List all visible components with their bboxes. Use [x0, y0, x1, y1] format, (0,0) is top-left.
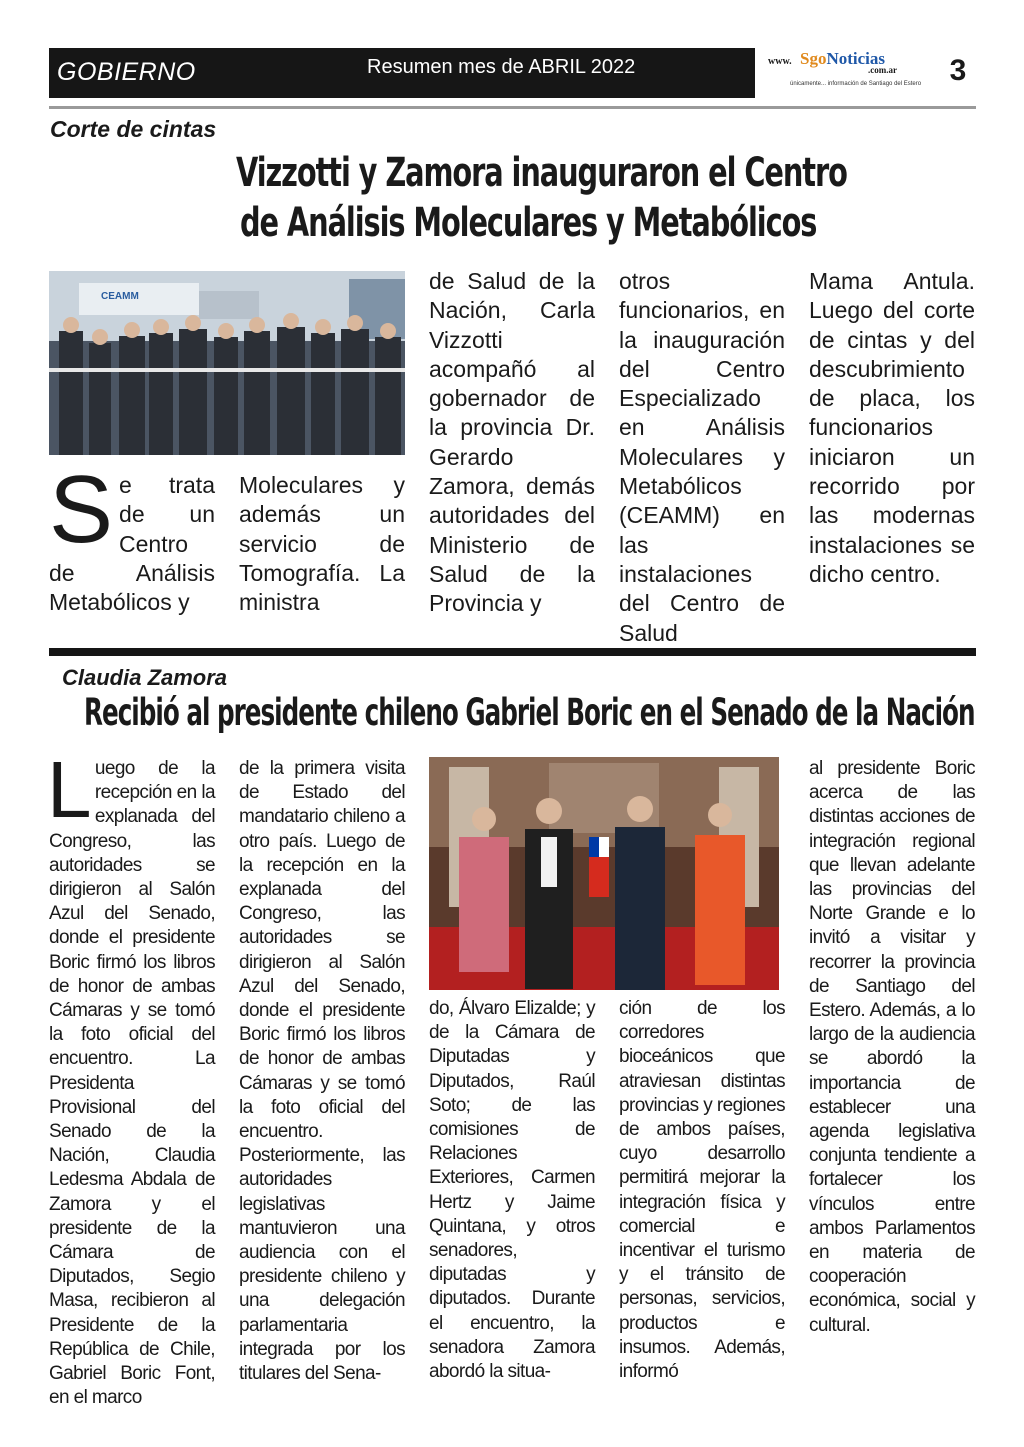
- issue-summary: Resumen mes de ABRIL 2022: [367, 56, 636, 78]
- article1-col3: de Salud de la Nación, Carla Vizzotti acompañó al gobernador de la provincia Dr. Gerardo Zamora, demás autoridades del Ministerio de Salud de la Provincia y: [429, 268, 595, 617]
- page-number: 3: [949, 54, 967, 87]
- article2-col2: de la primera visita de Estado del mandatario chileno a otro país. Luego de la recepción en la explanada del Congreso, las autoridades se dirigieron al Salón Azul del Senado, donde el presidente Boric firmó los libros de honor de ambas Cámaras y se tomó la foto oficial del encuentro. Posteriormente, las autoridades legislativas mantuvieron una audiencia con el presidente chileno y una delegación parlamentaria integrada por los titulares del Sena-: [239, 758, 405, 1385]
- article2-col3: do, Álvaro Elizalde; y de la Cámara de Diputadas y Diputados, Raúl Soto; de las comisiones de Relaciones Exteriores, Carmen Hertz y Jaime Quintana, y otros senadores, diputadas y diputados. Durante el encuentro, la senadora Zamora abordó la situa-: [429, 998, 595, 1383]
- article1-headline-line1: Vizzotti y Zamora inauguraron el Centro: [236, 150, 847, 196]
- header-divider: [49, 106, 976, 109]
- section-divider: [49, 648, 976, 656]
- ribbon-cutting-photo: [49, 271, 405, 455]
- article2-col1: L uego de la recepción en la explanada del Congreso, las autoridades se dirigieron al Salón Azul del Senado, donde el presidente Boric firmó los libros de honor de ambas Cámaras y se tomó la foto oficial del encuentro. La Presidenta Provisional del Senado de la Nación, Claudia Ledesma Abdala de Zamora y el presidente de la Cámara de Diputados, Segio Masa, recibieron al Presidente de la República de Chile, Gabriel Boric Font, en el marco: [47, 745, 215, 1409]
- article2-col4: ción de los corredores bioceánicos que atraviesan distintas provincias y regiones de ambos países, cuyo desarrollo permitirá mejorar la integración física y comercial e incentivar el turismo y el tránsito de personas, servicios, productos e insumos. Además, informó: [619, 998, 785, 1383]
- header-bar: [49, 48, 755, 98]
- article2-headline: Recibió al presidente chileno Gabriel Boric en el Senado de la Nación: [84, 691, 975, 734]
- article1-kicker: Corte de cintas: [50, 116, 217, 142]
- logo-domain: .com.ar: [868, 65, 897, 75]
- article2-kicker: Claudia Zamora: [62, 665, 228, 690]
- logo-www: www.: [768, 56, 792, 67]
- article2-dropcap: L: [47, 745, 91, 834]
- logo-tagline: únicamente... información de Santiago del Estero: [790, 81, 922, 87]
- senate-meeting-photo: [429, 757, 779, 990]
- sgonoticias-logo[interactable]: [760, 48, 940, 98]
- logo-name: SgoNoticias: [800, 49, 886, 68]
- section-label: GOBIERNO: [57, 58, 196, 86]
- ceamm-sign: CEAMM: [101, 291, 139, 302]
- article2-col5: al presidente Boric acerca de las distintas acciones de integración regional que llevan adelante las provincias del Norte Grande e lo invitó a visitar y recorrer la provincia de Santiago del Estero. Además, a lo largo de la audiencia se abordó la importancia de establecer una agenda legislativa conjunta tendiente a fortalecer los vínculos entre ambos Parlamentos en materia de cooperación económica, social y cultural.: [809, 758, 975, 1336]
- article1-col2: Moleculares y además un servicio de Tomografía. La ministra: [239, 472, 405, 616]
- article1-dropcap: S: [49, 456, 114, 563]
- article1-col4: otros funcionarios, en la inauguración del Centro Especializado en Análisis Moleculares y Metabólicos (CEAMM) en las instalaciones del Centro de Salud: [619, 268, 785, 646]
- article1-col1: S e trata de un Centro de Análisis Metabólicos y: [49, 456, 215, 616]
- article1-headline-line2: de Análisis Moleculares y Metabólicos: [240, 200, 817, 246]
- article1-col5: Mama Antula. Luego del corte de cintas y del descubrimiento de placa, los funcionarios iniciaron un recorrido por las modernas instalaciones se dicho centro.: [809, 268, 975, 587]
